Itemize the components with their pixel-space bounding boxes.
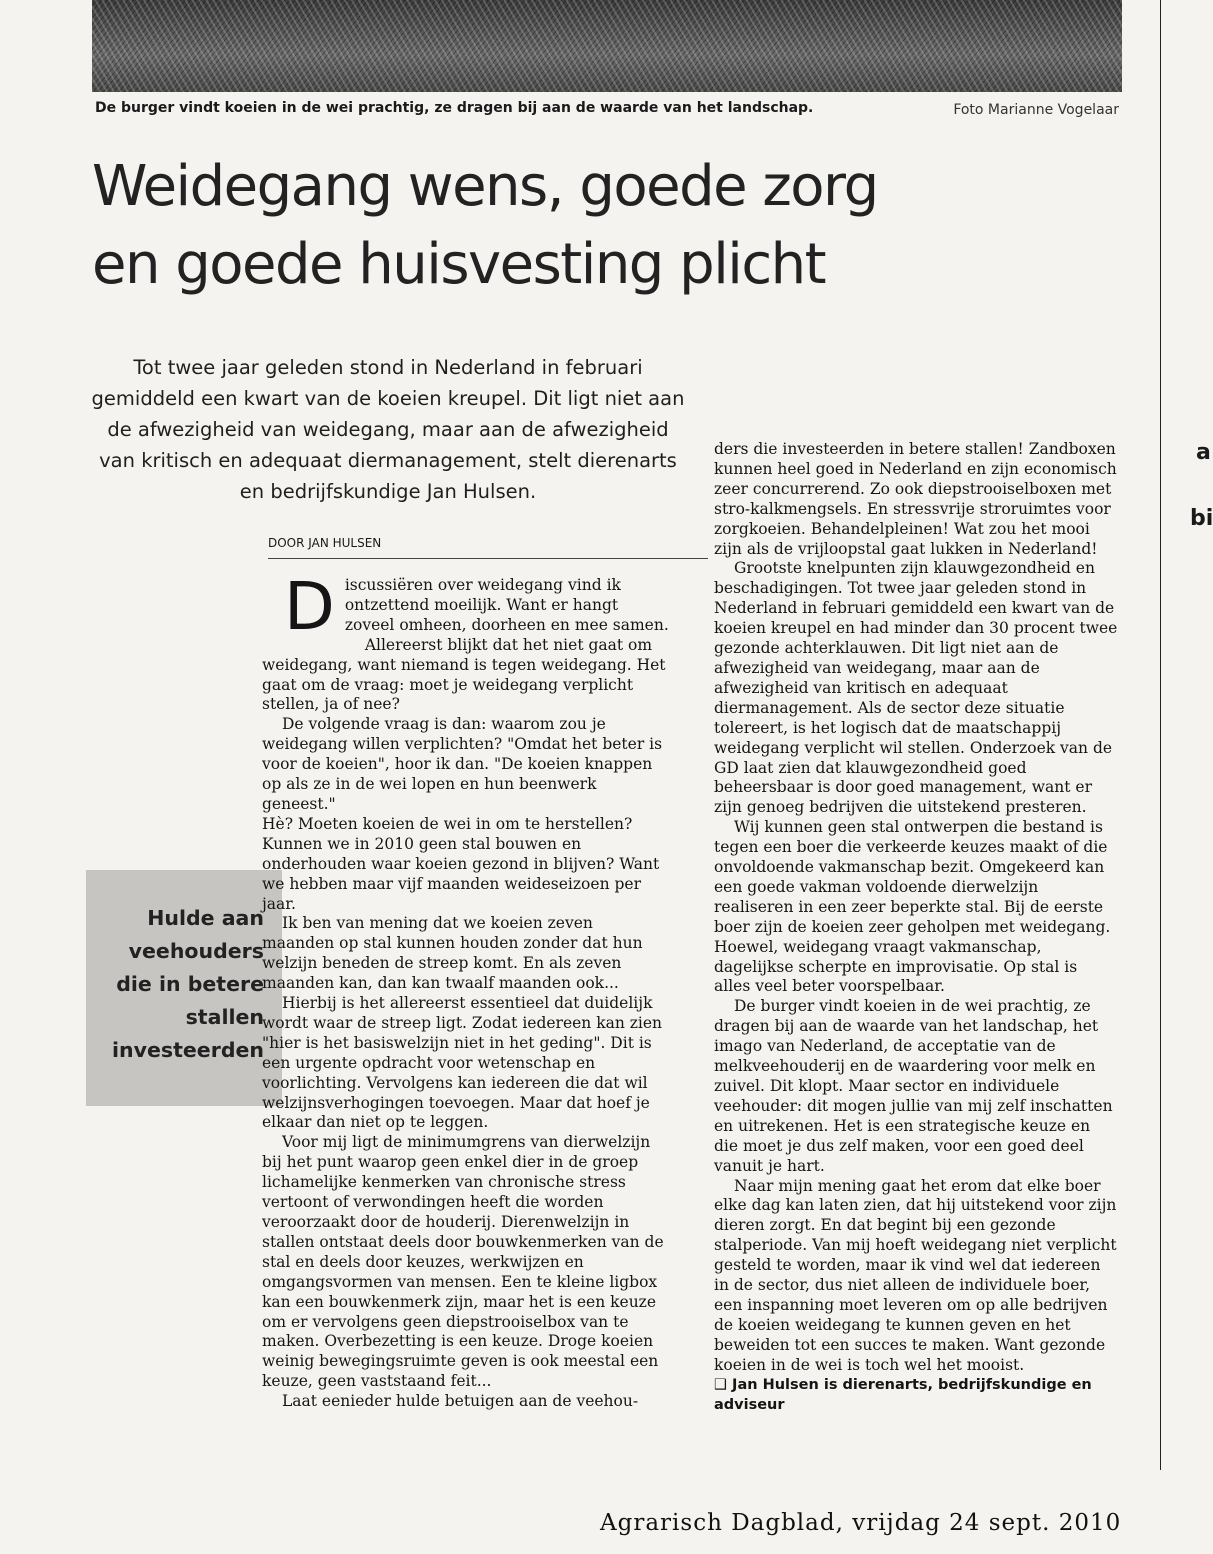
pull-quote-text: Hulde aan veehouders die in betere stallen investeerden — [112, 906, 264, 1062]
headline-line-2: en goede huisvesting plicht — [92, 232, 826, 297]
photo-credit: Foto Marianne Vogelaar — [953, 102, 1119, 118]
paragraph: Naar mijn mening gaat het erom dat elke boer elke dag kan laten zien, dat hij uitstekend voor zijn dieren zorgt. En dat begint bij een gezonde stalperiode. Van mij hoeft weidegang niet verplicht gesteld te worden, maar ik vind wel dat iedereen in de sector, dus niet alleen de individuele boer, een inspanning moet leveren om op alle bedrijven de koeien weidegang te kunnen geven en het beweiden tot een succes te maken. Want gezonde koeien in de wei is toch wel het mooist. — [714, 1176, 1117, 1374]
paragraph: Hè? Moeten koeien de wei in om te herstellen? Kunnen we in 2010 geen stal bouwen en onderhouden waar koeien gezond in blijven? Want we hebben maar vijf maanden weideseizoen per jaar. — [262, 814, 660, 913]
photo-caption — [95, 100, 1125, 122]
author-note: ❑ Jan Hulsen is dierenarts, bedrijfskundige en adviseur — [714, 1376, 1092, 1413]
paragraph: De volgende vraag is dan: waarom zou je weidegang willen verplichten? "Omdat het beter is voor de koeien", hoor ik dan. "De koeien knappen op als ze in de wei lopen en hun beenwerk geneest." — [262, 715, 663, 813]
headline-line-1: Weidegang wens, goede zorg — [92, 154, 878, 219]
article-column-1 — [262, 568, 670, 1412]
paragraph: Ik ben van mening dat we koeien zeven maanden op stal kunnen houden zonder dat hun welzijn beneden de streep komt. En als zeven maanden kan, dan kan twaalf maanden ook... — [262, 914, 643, 993]
article-column-2 — [714, 440, 1118, 1415]
paragraph: ders die investeerden in betere stallen! Zandboxen kunnen heel goed in Nederland en zijn economisch zeer concurrerend. Zo ook diepstrooiselboxen met stro-kalkmengsels. En stressvrije stroruimtes voor zorgkoeien. Behandelpleinen! Wat zou het mooi zijn als de vrijloopstal gaat lukken in Nederland! — [714, 440, 1117, 558]
paragraph — [262, 568, 670, 645]
adjacent-article-fragment: bi — [1190, 506, 1213, 531]
paragraph: Voor mij ligt de minimumgrens van dierwelzijn bij het punt waarop geen enkel dier in de groep lichamelijke kenmerken van chronische stress vertoont of verwondingen heeft die worden veroorzaakt door de houderij. Dierenwelzijn in stallen ontstaat deels door bouwkenmerken van de stal en deels door keuzes, werkwijzen en omgangsvormen van mensen. Een te kleine ligbox kan een bouwkenmerk zijn, maar het is een keuze om er vervolgens geen diepstrooiselbox van te maken. Overbezetting is een keuze. Droge koeien weinig bewegingsruimte geven is ook meestal een keuze, geen vaststaand feit... — [262, 1133, 664, 1391]
paragraph: Laat eenieder hulde betuigen aan de veehou- — [282, 1392, 639, 1411]
article-lead: Tot twee jaar geleden stond in Nederland in februari gemiddeld een kwart van de koeien kreupel. Dit ligt niet aan de afwezigheid van weidegang, maar aan de afwezigheid van kritisch en adequaat diermanagement, stelt dierenarts en bedrijfskundige Jan Hulsen. — [91, 356, 685, 503]
pull-quote-box — [86, 870, 282, 1106]
paragraph: Allereerst blijkt dat het niet gaat om weidegang, want niemand is tegen weidegang. Het gaat om de vraag: moet je weidegang verplicht stellen, ja of nee? — [262, 635, 666, 714]
paragraph: Wij kunnen geen stal ontwerpen die bestand is tegen een boer die verkeerde keuzes maakt of die onvoldoende vakmanschap bezit. Omgekeerd kan een goede vakman voldoende dierwelzijn realiseren in een zeer beperkte stal. Bij de eerste boer zijn de koeien zeer geholpen met weidegang. Hoewel, weidegang vraagt vakmanschap, dagelijkse scherpte en improvisatie. Op stal is alles veel beter voorspelbaar. — [714, 818, 1111, 996]
paragraph: De burger vindt koeien in de wei prachtig, ze dragen bij aan de waarde van het landschap, het imago van Nederland, de acceptatie van de melkveehouderij en de waardering voor melk en zuivel. Dit klopt. Maar sector en individuele veehouder: dit mogen jullie van mij zelf inschatten en uitrekenen. Het is een strategische keuze en die moet je dus zelf maken, voor een goed deel vanuit je hart. — [714, 997, 1113, 1175]
article-headline — [92, 148, 1112, 304]
article-byline: DOOR JAN HULSEN — [268, 536, 708, 559]
newspaper-source-line: Agrarisch Dagblad, vrijdag 24 sept. 2010 — [600, 1510, 1122, 1536]
paragraph: Hierbij is het allereerst essentieel dat duidelijk wordt waar de streep ligt. Zodat iedereen kan zien "hier is het basiswelzijn niet in het geding". Dit is een urgente opdracht voor wetenschap en voorlichting. Vervolgens kan iedereen die dat wil welzijnsverhogingen toevoegen. Maar dat hoef je elkaar dan niet op te leggen. — [262, 994, 663, 1132]
paragraph: Grootste knelpunten zijn klauwgezondheid en beschadigingen. Tot twee jaar geleden stond in Nederland in februari gemiddeld een kwart van de koeien kreupel en had minder dan 30 procent twee gezonde achterklauwen. Dit ligt niet aan de afwezigheid van weidegang, maar aan de afwezigheid van kritisch en adequaat diermanagement. Als de sector deze situatie tolereert, is het logisch dat de maatschappij weidegang verplicht wil stellen. Onderzoek van de GD laat zien dat klauwgezondheid goed beheersbaar is door goed management, want er zijn genoeg bedrijven die uitstekend presteren. — [714, 559, 1118, 817]
caption-text: De burger vindt koeien in de wei prachtig, ze dragen bij aan de waarde van het landschap. — [95, 100, 814, 116]
adjacent-article-fragment: a — [1196, 440, 1211, 465]
paragraph-text: iscussiëren over weidegang vind ik ontzettend moeilijk. Want er hangt zoveel omheen, doorheen en mee samen. — [344, 576, 669, 634]
cows-in-meadow-photo — [92, 0, 1122, 92]
drop-cap: D — [284, 568, 335, 645]
column-divider — [1160, 0, 1161, 1470]
